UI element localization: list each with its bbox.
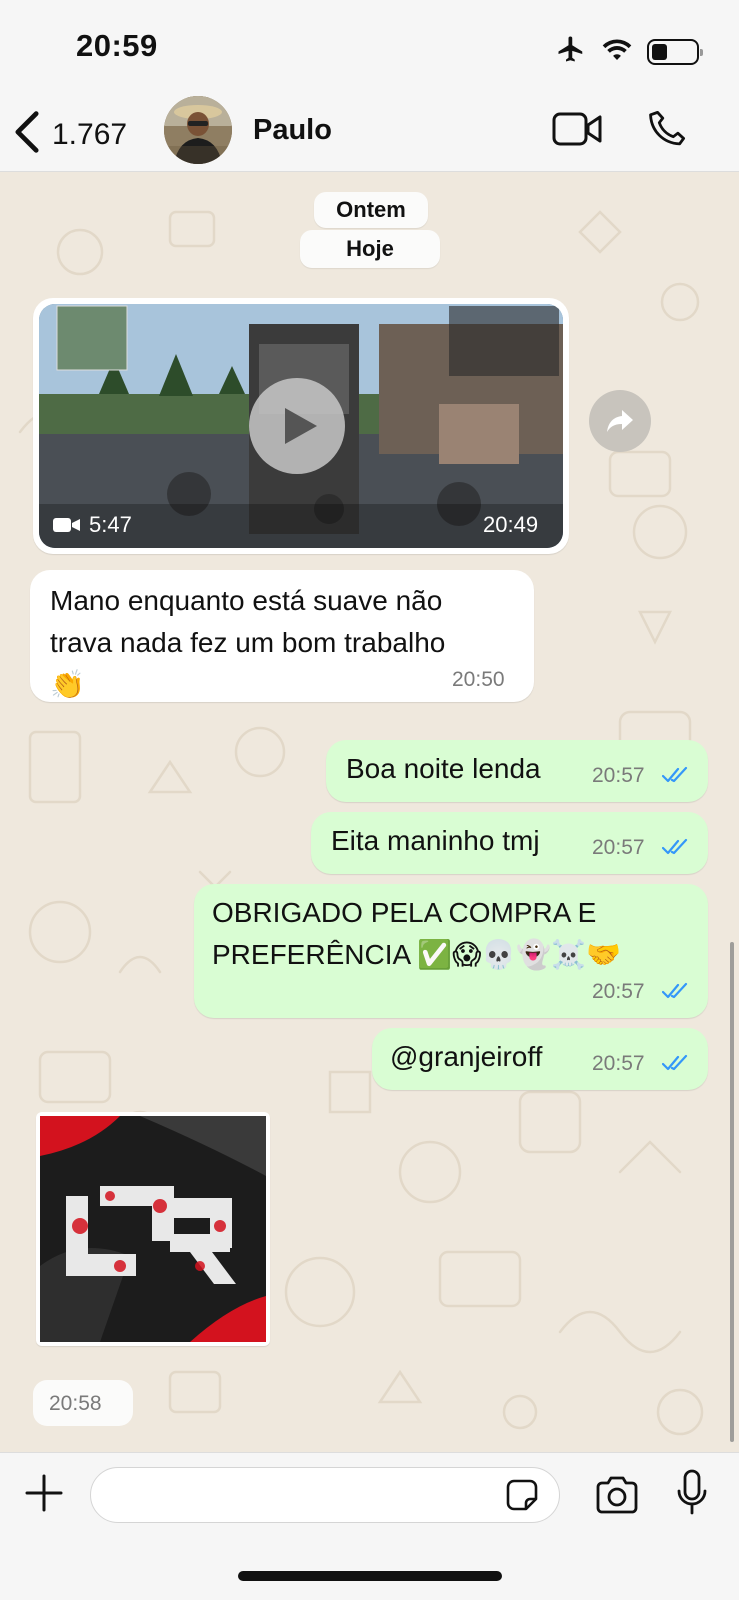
message-text: Eita maninho tmj [331, 825, 540, 856]
message-text-line: trava nada fez um bom trabalho [50, 627, 446, 658]
date-chip-today: Hoje [300, 230, 440, 268]
message-time: 20:57 [592, 980, 645, 1003]
microphone-button[interactable] [676, 1469, 708, 1522]
unread-count: 1.767 [52, 117, 128, 151]
status-time: 20:59 [76, 28, 158, 63]
attach-button[interactable] [24, 1473, 64, 1518]
status-bar [0, 0, 739, 96]
message-bubble-outgoing[interactable] [326, 740, 708, 802]
message-time: 20:57 [592, 764, 645, 787]
message-time: 20:57 [592, 836, 645, 859]
read-ticks-icon [662, 766, 694, 789]
scrollbar[interactable] [730, 942, 734, 1442]
image-time-chip [33, 1380, 133, 1426]
message-bubble-outgoing[interactable] [372, 1028, 708, 1090]
message-input[interactable] [90, 1467, 560, 1523]
message-text-line: Mano enquanto está suave não [50, 585, 443, 616]
video-call-button[interactable] [552, 110, 602, 153]
read-ticks-icon [662, 1054, 694, 1077]
video-thumbnail[interactable] [39, 304, 563, 548]
image-message[interactable] [36, 1112, 270, 1346]
battery-icon [647, 39, 699, 65]
video-call-icon [552, 135, 602, 152]
read-ticks-icon [662, 982, 694, 1005]
message-text: Boa noite lenda [346, 753, 541, 784]
airplane-icon [555, 34, 587, 69]
message-text-line: PREFERÊNCIA ✅😱💀👻☠️🤝 [212, 939, 621, 970]
phone-icon [646, 137, 688, 154]
sticker-button[interactable] [504, 1477, 540, 1518]
voice-call-button[interactable] [646, 108, 688, 155]
video-message[interactable] [33, 298, 569, 554]
play-icon [283, 406, 319, 451]
message-bubble-outgoing[interactable] [311, 812, 708, 874]
date-chip-yesterday: Ontem [314, 192, 428, 228]
forward-icon [605, 408, 635, 439]
camera-icon [594, 1502, 640, 1519]
contact-name[interactable]: Paulo [253, 114, 332, 146]
chat-area[interactable] [0, 172, 739, 1452]
forward-button[interactable] [589, 390, 651, 452]
microphone-icon [676, 1504, 708, 1521]
avatar[interactable] [164, 96, 232, 164]
plus-icon [24, 1500, 64, 1517]
read-ticks-icon [662, 838, 694, 861]
video-duration: 5:47 [89, 512, 132, 537]
input-bar [0, 1452, 739, 1600]
message-time: 20:50 [452, 668, 505, 691]
message-emoji: 👏 [50, 669, 85, 700]
message-time: 20:58 [49, 1392, 102, 1415]
image-thumbnail [40, 1116, 266, 1342]
message-text: @granjeiroff [390, 1041, 543, 1072]
video-camera-icon [53, 516, 81, 539]
chevron-left-icon [14, 110, 40, 159]
back-button[interactable] [14, 110, 127, 159]
message-bubble-incoming[interactable] [30, 570, 534, 702]
message-time: 20:57 [592, 1052, 645, 1075]
chat-header [0, 96, 739, 172]
wifi-icon [601, 36, 633, 67]
status-icons [555, 34, 699, 69]
sticker-icon [504, 1500, 540, 1517]
play-button[interactable] [249, 378, 345, 474]
message-text-line: OBRIGADO PELA COMPRA E [212, 897, 597, 928]
camera-button[interactable] [594, 1475, 640, 1520]
video-time: 20:49 [483, 512, 539, 537]
message-bubble-outgoing[interactable] [194, 884, 708, 1018]
home-indicator[interactable] [238, 1571, 502, 1581]
